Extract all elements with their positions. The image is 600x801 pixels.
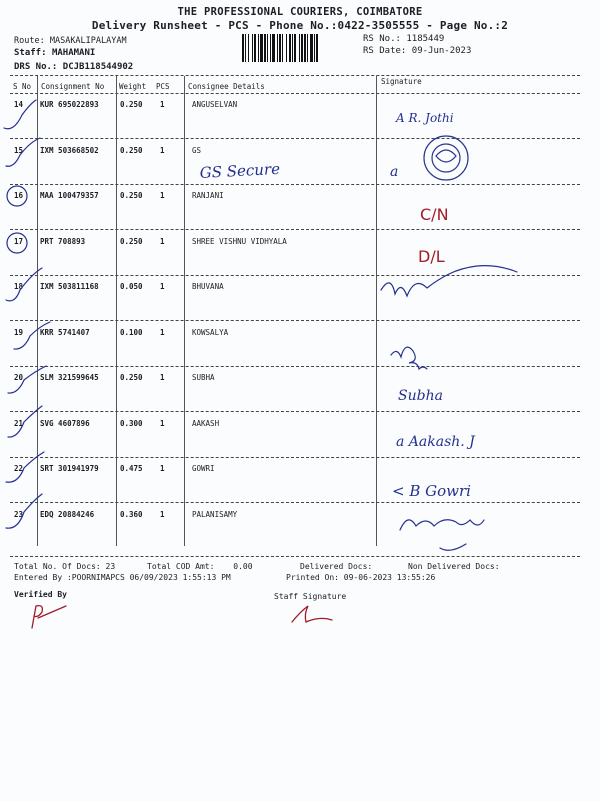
row-weight: 0.250 <box>120 237 143 246</box>
route-value: MASAKALIPALAYAM <box>49 36 127 46</box>
drs-label: DRS No.: <box>14 62 58 72</box>
row-consignment-no: MAA 100479357 <box>40 191 99 200</box>
row-pcs: 1 <box>160 373 165 382</box>
row-consignee: RANJANI <box>192 191 224 200</box>
row-consignment-no: PRT 708893 <box>40 237 86 246</box>
row-weight: 0.250 <box>120 100 143 109</box>
col-header-sno: S No <box>13 82 32 91</box>
col-header-pcs: PCS <box>156 82 170 91</box>
row-pcs: 1 <box>160 464 165 473</box>
row-sno: 21 <box>14 419 24 428</box>
staff-value: MAHAMANI <box>51 48 96 58</box>
verified-by-label: Verified By <box>14 590 67 599</box>
verifier-signature <box>32 606 66 628</box>
row-weight: 0.250 <box>120 191 143 200</box>
stamp-inner-icon <box>432 144 460 172</box>
row-sno: 14 <box>14 100 24 109</box>
non-delivered-docs-label: Non Delivered Docs: <box>408 562 500 571</box>
signature-row-15: a <box>390 164 399 180</box>
row-consignment-no: SLM 321599645 <box>40 373 99 382</box>
row-pcs: 1 <box>160 328 165 337</box>
row-pcs: 1 <box>160 191 165 200</box>
row-consignee: GOWRI <box>192 464 215 473</box>
signature-row-18-text: < Bhuvaneswari Anbarasu <box>478 302 492 303</box>
row-weight: 0.360 <box>120 510 143 519</box>
row-weight: 0.475 <box>120 464 143 473</box>
handwritten-gs-secure: GS Secure <box>199 159 281 182</box>
row-consignee: SUBHA <box>192 373 215 382</box>
rs-no-value: 1185449 <box>406 34 445 44</box>
row-consignee: KOWSALYA <box>192 328 229 337</box>
signature-row-20: Subha <box>398 388 443 404</box>
signature-scribble <box>400 520 484 551</box>
remark-row-17: D/L <box>418 247 445 266</box>
tick-mark <box>8 406 42 437</box>
row-sno: 22 <box>14 464 24 473</box>
row-pcs: 1 <box>160 282 165 291</box>
tick-mark <box>6 494 42 528</box>
tick-mark <box>6 268 42 301</box>
drs-value: DCJB118544902 <box>62 62 134 72</box>
route-label: Route: <box>14 36 45 46</box>
signature-row-14: A R. Jothi <box>396 111 454 125</box>
row-consignee: ANGUSELVAN <box>192 100 238 109</box>
entered-by: Entered By :POORNIMAPCS 06/09/2023 1:55:13 PM <box>14 573 231 582</box>
staff-label: Staff: <box>14 48 47 58</box>
stamp-icon <box>424 136 468 180</box>
rs-date-value: 09-Jun-2023 <box>411 46 472 56</box>
signature-row-22: < B Gowri <box>392 482 471 500</box>
row-weight: 0.250 <box>120 373 143 382</box>
row-pcs: 1 <box>160 146 165 155</box>
rs-date-label: RS Date: <box>363 46 407 56</box>
remark-row-16: C/N <box>420 205 449 224</box>
signature-scribble <box>391 347 427 369</box>
staff-signature-mark <box>292 606 332 622</box>
row-consignment-no: IXM 503668502 <box>40 146 99 155</box>
row-consignee: BHUVANA <box>192 282 224 291</box>
total-cod-value: 0.00 <box>233 562 253 571</box>
row-sno: 15 <box>14 146 24 155</box>
row-consignment-no: KUR 695022893 <box>40 100 99 109</box>
signature-row-23-text: Palanisamy <box>400 536 406 537</box>
row-pcs: 1 <box>160 510 165 519</box>
tick-mark <box>14 322 50 349</box>
rs-no-label: RS No.: <box>363 34 401 44</box>
row-sno: 19 <box>14 328 24 337</box>
signature-row-21: a Aakash. J <box>396 434 475 450</box>
stamp-mark <box>436 150 456 162</box>
circle-mark <box>7 186 27 206</box>
row-sno: 17 <box>14 237 24 246</box>
footer-rule <box>10 556 580 557</box>
row-consignment-no: SRT 301941979 <box>40 464 99 473</box>
col-header-signature: Signature <box>381 77 422 86</box>
row-consignment-no: IXM 503811168 <box>40 282 99 291</box>
row-weight: 0.300 <box>120 419 143 428</box>
total-docs-value: 23 <box>105 562 116 571</box>
signature-scribble <box>381 266 517 296</box>
row-weight: 0.100 <box>120 328 143 337</box>
row-consignee: PALANISAMY <box>192 510 238 519</box>
col-header-weight: Weight <box>119 82 147 91</box>
row-pcs: 1 <box>160 100 165 109</box>
col-header-consignee: Consignee Details <box>188 82 265 91</box>
row-consignment-no: SVG 4607896 <box>40 419 90 428</box>
runsheet-title: Delivery Runsheet - PCS - Phone No.:0422-3505555 - Page No.:2 <box>91 19 509 32</box>
row-sno: 16 <box>14 191 24 200</box>
total-cod-label: Total COD Amt: <box>147 562 215 571</box>
signature-row-19-text: & Kowsalya <box>420 362 426 363</box>
row-pcs: 1 <box>160 419 165 428</box>
col-header-consignment: Consignment No <box>41 82 105 91</box>
row-consignee: AAKASH <box>192 419 220 428</box>
row-consignee: GS <box>192 146 202 155</box>
tick-mark <box>4 100 36 129</box>
delivered-docs-label: Delivered Docs: <box>300 562 373 571</box>
row-consignee: SHREE VISHNU VIDHYALA <box>192 237 287 246</box>
circle-mark <box>7 233 27 253</box>
staff-signature-label: Staff Signature <box>274 592 347 601</box>
total-docs <box>14 562 115 571</box>
row-sno: 23 <box>14 510 24 519</box>
total-cod <box>147 562 253 571</box>
row-consignment-no: KRR 5741407 <box>40 328 90 337</box>
row-sno: 20 <box>14 373 24 382</box>
row-consignment-no: EDQ 20884246 <box>40 510 95 519</box>
row-weight: 0.250 <box>120 146 143 155</box>
printed-on: Printed On: 09-06-2023 13:55:26 <box>286 573 436 582</box>
row-sno: 18 <box>14 282 24 291</box>
tick-mark <box>8 366 46 393</box>
row-weight: 0.050 <box>120 282 143 291</box>
company-title: THE PROFESSIONAL COURIERS, COIMBATORE <box>177 6 423 18</box>
total-docs-label: Total No. Of Docs: <box>14 562 101 571</box>
row-pcs: 1 <box>160 237 165 246</box>
tick-mark <box>6 452 44 482</box>
tick-mark <box>6 138 40 166</box>
